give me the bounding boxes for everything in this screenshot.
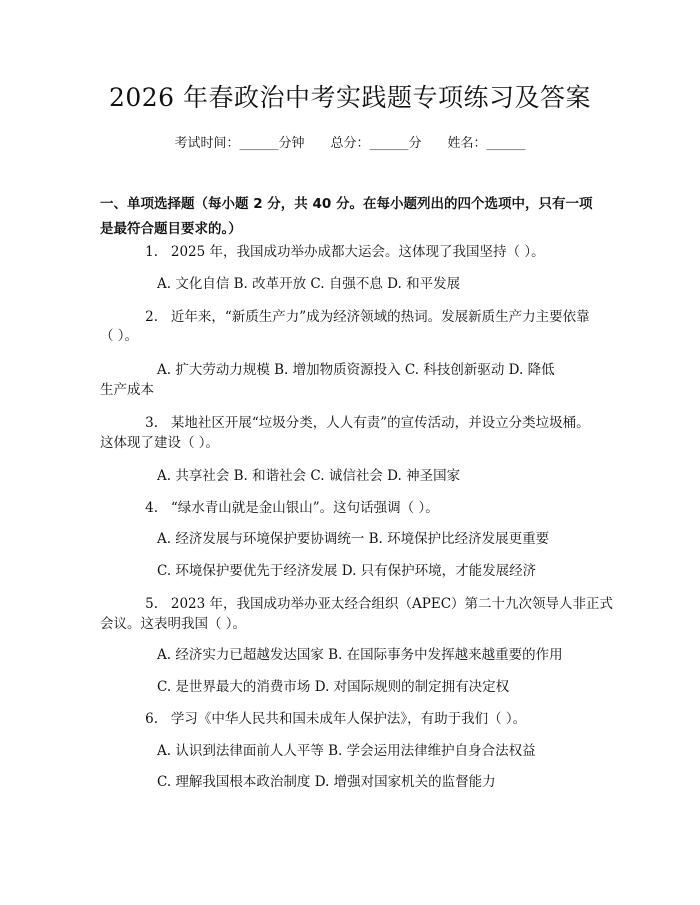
question-4-options-row2: C. 环境保护要优先于经济发展 D. 只有保护环境，才能发展经济: [157, 563, 537, 579]
question-stem: 2023 年，我国成功举办亚太经合组织（APEC）第二十九次领导人非正式: [170, 596, 614, 612]
question-stem: 2025 年，我国成功举办成都大运会。这体现了我国坚持（ ）。: [170, 244, 545, 260]
question-2-options-cont: 生产成本: [100, 382, 154, 398]
question-6: [100, 709, 526, 729]
question-number: 2.: [145, 309, 158, 325]
page-title: 2026 年春政治中考实践题专项练习及答案: [108, 83, 592, 112]
question-4-options: A. 经济发展与环境保护要协调统一 B. 环境保护比经济发展更重要: [157, 531, 550, 547]
question-3-stem-cont: 这体现了建设（ ）。: [100, 435, 220, 451]
student-name-field: 姓名：______: [447, 136, 526, 151]
question-number: 5.: [145, 596, 158, 612]
question-6-options: A. 认识到法律面前人人平等 B. 学会运用法律维护自身合法权益: [157, 743, 536, 759]
question-number: 3.: [145, 415, 158, 431]
question-5-options-row2: C. 是世界最大的消费市场 D. 对国际规则的制定拥有决定权: [157, 679, 510, 695]
question-4: [100, 498, 439, 518]
exam-info-bar: [0, 132, 700, 151]
question-stem: “绿水青山就是金山银山”。这句话强调（ ）。: [170, 500, 439, 516]
question-5: [100, 594, 613, 614]
question-2-stem-cont: （ ）。: [100, 328, 139, 344]
question-stem: 近年来，“新质生产力”成为经济领域的热词。发展新质生产力主要依靠: [170, 309, 590, 325]
question-1: [100, 242, 545, 262]
question-3-options: A. 共享社会 B. 和谐社会 C. 诚信社会 D. 神圣国家: [157, 468, 461, 484]
question-1-options: A. 文化自信 B. 改革开放 C. 自强不息 D. 和平发展: [157, 276, 461, 292]
question-6-options-row2: C. 理解我国根本政治制度 D. 增强对国家机关的监督能力: [157, 774, 496, 790]
section-heading: 一、单项选择题（每小题 2 分，共 40 分。在每小题列出的四个选项中，只有一项是最符合题目要求的。）: [100, 196, 593, 237]
question-number: 4.: [145, 500, 158, 516]
question-stem: 某地社区开展“垃圾分类，人人有责”的宣传活动，并设立分类垃圾桶。: [170, 415, 590, 431]
question-2: [100, 307, 590, 327]
question-3: [100, 413, 590, 433]
question-number: 1.: [145, 244, 158, 260]
question-5-options: A. 经济实力已超越发达国家 B. 在国际事务中发挥越来越重要的作用: [157, 647, 563, 663]
question-5-stem-cont: 会议。这表明我国（ ）。: [100, 616, 247, 632]
question-stem: 学习《中华人民共和国未成年人保护法》，有助于我们（ ）。: [170, 711, 527, 727]
exam-time-field: 考试时间：______分钟: [174, 136, 305, 151]
total-score-field: 总分：______分: [330, 136, 422, 151]
question-2-options: A. 扩大劳动力规模 B. 增加物质资源投入 C. 科技创新驱动 D. 降低: [157, 362, 555, 378]
question-number: 6.: [145, 711, 158, 727]
